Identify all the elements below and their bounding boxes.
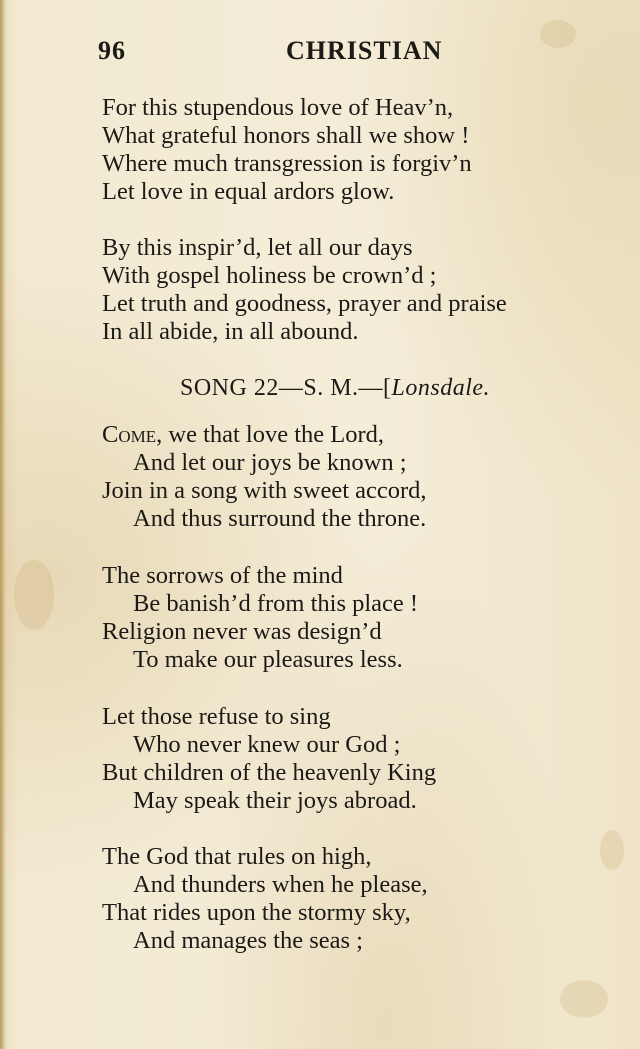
foxing-spot bbox=[14, 560, 54, 630]
verse-line: The God that rules on high, bbox=[102, 843, 372, 870]
verse-line: With gospel holiness be crown’d ; bbox=[102, 262, 437, 289]
verse-line: Who never knew our God ; bbox=[133, 731, 401, 758]
verse-line: But children of the heavenly King bbox=[102, 759, 437, 786]
verse-line: Where much transgression is forgiv’n bbox=[102, 150, 472, 177]
verse-line: Let love in equal ardors glow. bbox=[102, 178, 395, 205]
verse-line: Join in a song with sweet accord, bbox=[102, 477, 427, 504]
verse-line: And thus surround the throne. bbox=[133, 505, 427, 532]
page-gutter-shadow bbox=[0, 0, 6, 1049]
initial-word: Come bbox=[102, 421, 157, 448]
verse-line: The sorrows of the mind bbox=[102, 562, 343, 589]
stanza-continued-2 bbox=[102, 234, 622, 346]
verse-line: That rides upon the stormy sky, bbox=[102, 899, 411, 926]
song-number-meter: SONG 22—S. M.—[ bbox=[180, 375, 392, 401]
foxing-spot bbox=[560, 980, 608, 1018]
verse-line: And manages the seas ; bbox=[133, 927, 363, 954]
verse-line-rest: , we that love the Lord, bbox=[156, 421, 385, 448]
page-header bbox=[98, 36, 558, 70]
verse-line: By this inspir’d, let all our days bbox=[102, 234, 413, 261]
page-number: 96 bbox=[98, 36, 126, 65]
tune-name: Lonsdale. bbox=[391, 375, 491, 401]
verse-line: Religion never was design’d bbox=[102, 618, 382, 645]
verse-line: For this stupendous love of Heav’n, bbox=[102, 94, 454, 121]
verse-line: May speak their joys abroad. bbox=[133, 787, 417, 814]
stanza-continued-1 bbox=[102, 94, 622, 206]
verse-line: Let truth and goodness, prayer and praise bbox=[102, 290, 507, 317]
song-stanza-1 bbox=[102, 421, 622, 533]
verse-line: And let our joys be known ; bbox=[133, 449, 407, 476]
song-stanza-2 bbox=[102, 562, 622, 674]
verse-line: Let those refuse to sing bbox=[102, 703, 331, 730]
song-stanza-4 bbox=[102, 843, 622, 955]
verse-line: To make our pleasures less. bbox=[133, 646, 403, 673]
verse-line: In all abide, in all abound. bbox=[102, 318, 359, 345]
verse-line: What grateful honors shall we show ! bbox=[102, 122, 470, 149]
verse-line: Be banish’d from this place ! bbox=[133, 590, 419, 617]
verse-line bbox=[102, 421, 622, 449]
song-stanza-3 bbox=[102, 703, 622, 815]
running-title: CHRISTIAN bbox=[286, 36, 443, 65]
song-heading bbox=[180, 375, 490, 402]
verse-line: And thunders when he please, bbox=[133, 871, 428, 898]
